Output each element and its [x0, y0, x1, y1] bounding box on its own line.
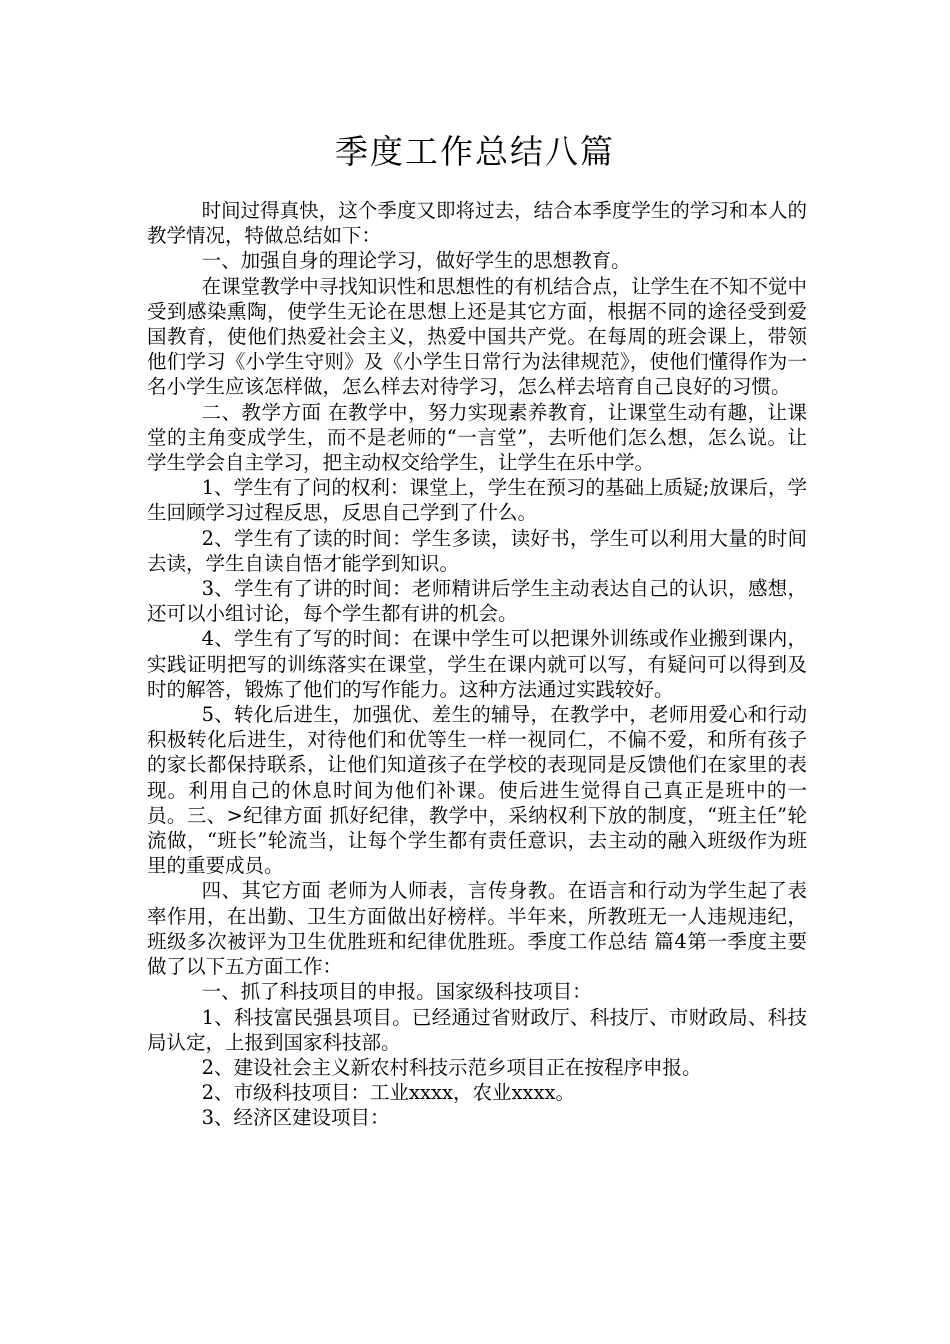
- paragraph-item-4: 4、学生有了写的时间：在课中学生可以把课外训练或作业搬到课内，实践证明把写的训练落实在课堂，学生在课内就可以写，有疑问可以得到及时的解答，锻炼了他们的写作能力。这种方法通过实践较好。: [147, 627, 807, 701]
- paragraph-section-1-body: 在课堂教学中寻找知识性和思想性的有机结合点，让学生在不知不觉中受到感染熏陶，使学生无论在思想上还是其它方面，根据不同的途径受到爱国教育，使他们热爱社会主义，热爱中国共产党。在每周的班会课上，带领他们学习《小学生守则》及《小学生日常行为法律规范》，使他们懂得作为一名小学生应该怎样做，怎么样去对待学习，怎么样去培育自己良好的习惯。: [147, 274, 807, 399]
- document-title: 季度工作总结八篇: [335, 132, 615, 171]
- paragraph-project-4: 3、经济区建设项目：: [201, 1106, 390, 1130]
- paragraph-section-4: 四、其它方面 老师为人师表，言传身教。在语言和行动为学生起了表率作用，在出勤、卫生方面做出好榜样。半年来，所教班无一人违规违纪，班级多次被评为卫生优胜班和纪律优胜班。季度工作总结 篇4第一季度主要做了以下五方面工作：: [147, 879, 807, 979]
- paragraph-project-3: 2、市级科技项目：工业xxxx，农业xxxx。: [201, 1081, 575, 1105]
- paragraph-project-2: 2、建设社会主义新农村科技示范乡项目正在按程序申报。: [201, 1055, 702, 1079]
- document-body: [147, 198, 807, 1131]
- paragraph-project-heading: 一、抓了科技项目的申报。国家级科技项目：: [201, 980, 592, 1004]
- paragraph-item-1: 1、学生有了问的权利：课堂上，学生在预习的基础上质疑;放课后，学生回顾学习过程反思，反思自己学到了什么。: [147, 476, 807, 525]
- paragraph-intro: 时间过得真快，这个季度又即将过去，结合本季度学生的学习和本人的教学情况，特做总结如下：: [147, 199, 807, 248]
- paragraph-section-2: 二、教学方面 在教学中，努力实现素养教育，让课堂生动有趣，让课堂的主角变成学生，而不是老师的“一言堂”，去听他们怎么想，怎么说。让学生学会自主学习，把主动权交给学生，让学生在乐中学。: [147, 400, 807, 475]
- paragraph-project-1: 1、科技富民强县项目。已经通过省财政厅、科技厅、市财政局、科技局认定，上报到国家科技部。: [147, 1005, 807, 1054]
- paragraph-section-1-heading: 一、加强自身的理论学习，做好学生的思想教育。: [201, 249, 631, 273]
- paragraph-item-2: 2、学生有了读的时间：学生多读，读好书，学生可以利用大量的时间去读，学生自读自悟才能学到知识。: [147, 526, 807, 575]
- paragraph-item-5: 5、转化后进生，加强优、差生的辅导，在教学中，老师用爱心和行动积极转化后进生，对待他们和优等生一样一视同仁，不偏不爱，和所有孩子的家长都保持联系，让他们知道孩子在学校的表现同是反馈他们在家里的表现。利用自己的休息时间为他们补课。使后进生觉得自己真正是班中的一员。三、>纪律方面 抓好纪律，教学中，采纳权利下放的制度，“班主任”轮流做，“班长”轮流当，让每个学生都有责任意识，去主动的融入班级作为班里的重要成员。: [147, 703, 807, 878]
- paragraph-item-3: 3、学生有了讲的时间：老师精讲后学生主动表达自己的认识，感想，还可以小组讨论，每个学生都有讲的机会。: [147, 577, 807, 626]
